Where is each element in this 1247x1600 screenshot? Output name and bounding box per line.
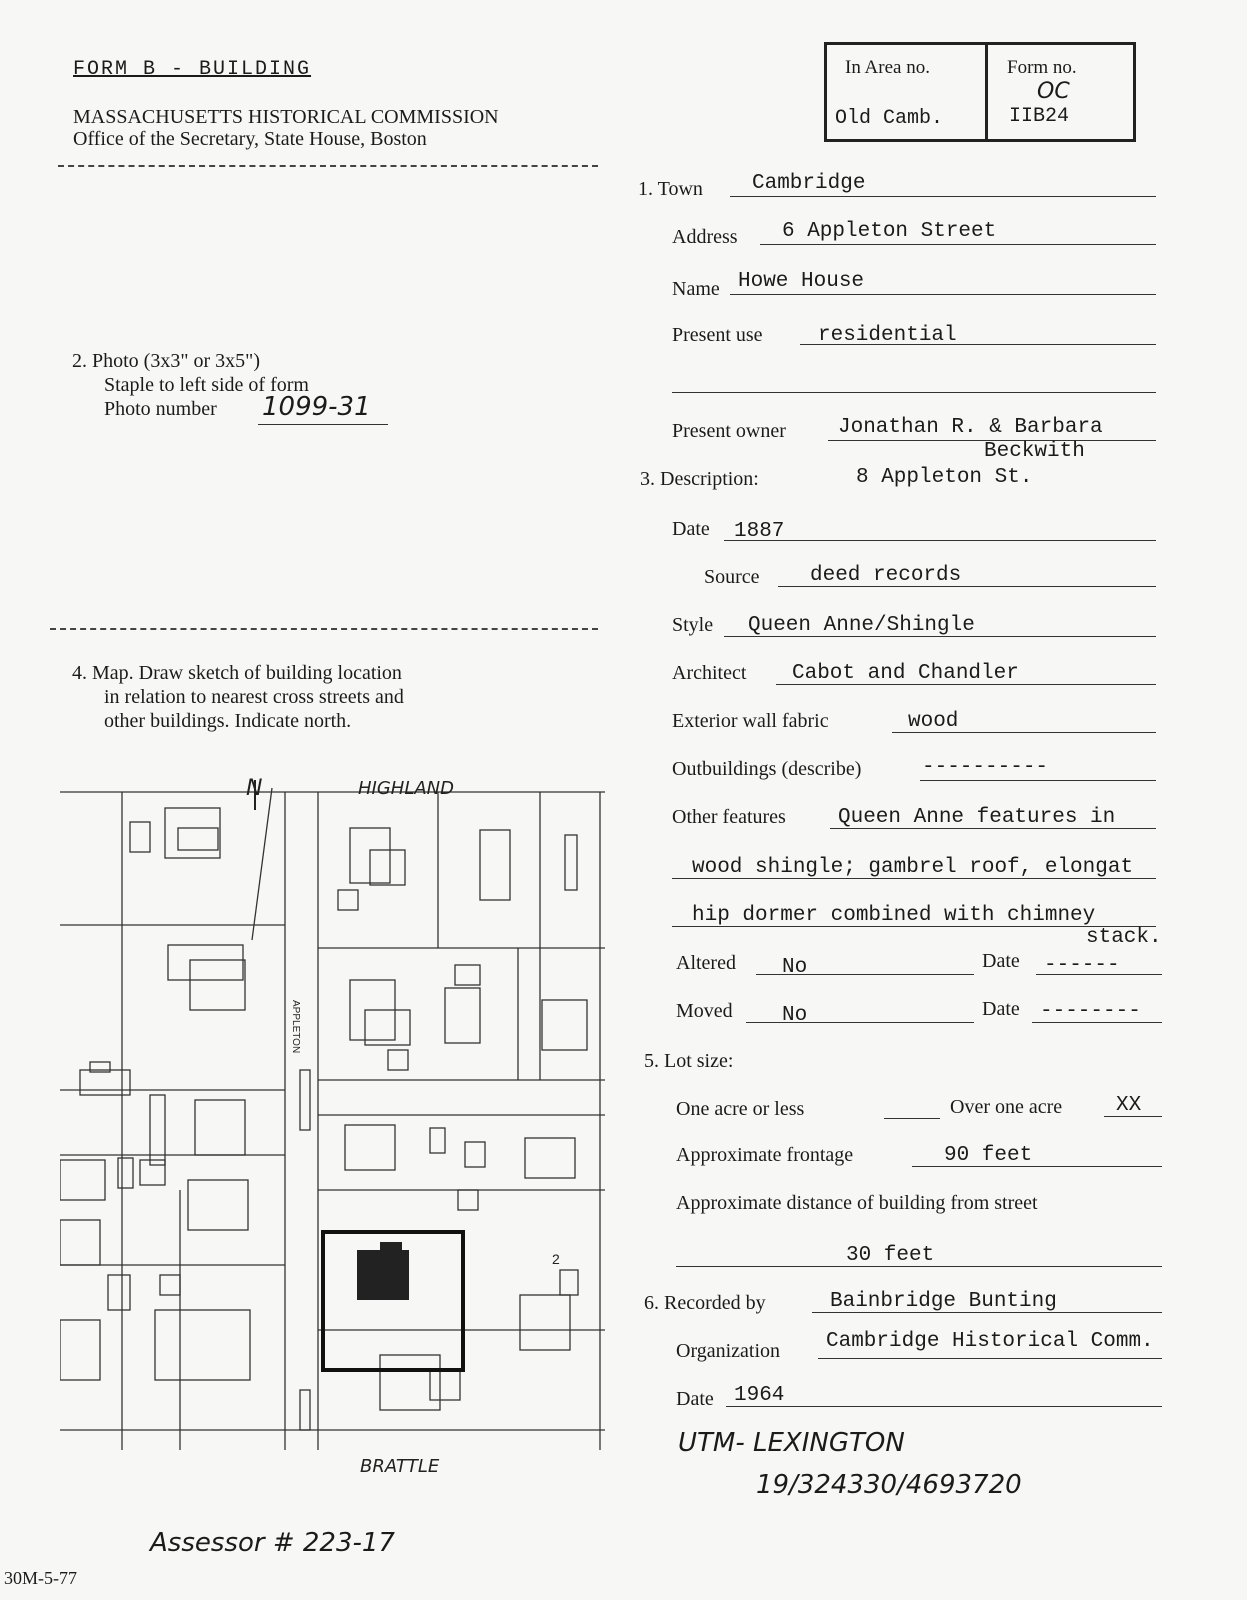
lot-size-label: 5. Lot size: [644,1050,734,1072]
wall-fabric-value: wood [908,710,959,733]
other-line1 [830,828,1156,829]
form-title: FORM B - BUILDING [73,58,312,81]
source-line [778,586,1156,587]
area-value: Old Camb. [835,107,944,130]
separator [58,165,598,167]
address-value: 6 Appleton Street [782,220,997,243]
distance-label: Approximate distance of building from street [676,1192,1038,1214]
source-value: deed records [810,564,962,587]
other-line2 [672,878,1156,879]
other-features-line3: hip dormer combined with chimney [692,904,1096,927]
photo-line3: Photo number [104,398,217,420]
utm-label: UTM- LEXINGTON [678,1428,905,1458]
over-acre-value: XX [1116,1094,1142,1117]
style-label: Style [672,614,714,636]
office-address: Office of the Secretary, State House, Boston [73,128,427,150]
photo-line1: 2. Photo (3x3" or 3x5") [72,350,260,372]
altered-label: Altered [676,952,736,974]
highland-street: HIGHLAND [358,778,454,799]
town-line [730,196,1156,197]
form-code: 30M-5-77 [4,1568,77,1588]
altered-date-value: ------ [1044,954,1120,977]
altered-value: No [782,956,808,979]
wall-fabric-label: Exterior wall fabric [672,710,829,732]
name-line [730,294,1156,295]
map-line2: in relation to nearest cross streets and [104,686,404,708]
organization-line [818,1358,1162,1359]
moved-value: No [782,1004,808,1027]
architect-label: Architect [672,662,747,684]
description-value: 8 Appleton St. [856,466,1033,489]
architect-value: Cabot and Chandler [792,662,1019,685]
organization-value: Cambridge Historical Comm. [826,1330,1154,1353]
source-label: Source [704,566,760,588]
moved-label: Moved [676,1000,733,1022]
distance-line [676,1266,1162,1267]
utm-coordinates: 19/324330/4693720 [756,1470,1022,1500]
description-label: 3. Description: [640,468,759,490]
altered-date-label: Date [982,950,1020,972]
present-owner-cont: Beckwith [984,440,1085,463]
organization-label: Organization [676,1340,781,1362]
recorded-by-value: Bainbridge Bunting [830,1290,1057,1313]
outbuildings-label: Outbuildings (describe) [672,758,862,780]
one-acre-line [884,1118,940,1119]
recorded-date-line [726,1406,1162,1407]
moved-date-label: Date [982,998,1020,1020]
moved-date-value: -------- [1040,1000,1141,1023]
frontage-line [912,1166,1162,1167]
town-value: Cambridge [752,172,866,195]
photo-number-line [258,424,388,425]
recorded-by-line [812,1312,1162,1313]
outbuildings-line [920,780,1156,781]
present-use-label: Present use [672,324,763,346]
blank-line [672,392,1156,393]
name-label: Name [672,278,720,300]
form-value-handwritten: OC [1037,79,1070,104]
over-acre-line [1104,1116,1162,1117]
other-features-line1: Queen Anne features in [838,806,1116,829]
moved-date-line [1032,1022,1162,1023]
recorded-date-label: Date [676,1388,714,1410]
present-use-value: residential [818,324,957,347]
recorded-date-value: 1964 [734,1384,785,1407]
other-line3 [672,926,1156,927]
one-acre-label: One acre or less [676,1098,805,1120]
moved-line [746,1022,974,1023]
style-value: Queen Anne/Shingle [748,614,975,637]
date-line [724,540,1156,541]
other-features-line4: stack. [1086,926,1162,949]
town-label: 1. Town [638,178,703,200]
location-map [60,770,605,1510]
area-form-box [824,42,1136,142]
frontage-value: 90 feet [944,1144,1033,1167]
commission-name: MASSACHUSETTS HISTORICAL COMMISSION [73,106,499,128]
photo-line2: Staple to left side of form [104,374,309,396]
area-label: In Area no. [845,57,930,78]
map-line1: 4. Map. Draw sketch of building location [72,662,402,684]
present-owner-label: Present owner [672,420,786,442]
date-value: 1887 [734,520,785,543]
appleton-street: APPLETON [290,1000,301,1054]
recorded-by-label: 6. Recorded by [644,1292,766,1314]
distance-value: 30 feet [846,1244,935,1267]
form-label: Form no. [1007,57,1077,78]
over-acre-label: Over one acre [950,1096,1063,1118]
address-label: Address [672,226,738,248]
other-features-line2: wood shingle; gambrel roof, elongat [692,856,1134,879]
style-line [724,636,1156,637]
altered-line [756,974,974,975]
present-use-line [800,344,1156,345]
name-value: Howe House [738,270,865,293]
architect-line [776,684,1156,685]
photo-number: 1099-31 [262,392,371,422]
altered-date-line [1036,974,1162,975]
wall-fabric-line [892,732,1156,733]
form-value: IIB24 [1009,105,1070,128]
frontage-label: Approximate frontage [676,1144,854,1166]
outbuildings-value: ---------- [922,756,1049,779]
address-line [760,244,1156,245]
brattle-street: BRATTLE [360,1456,440,1477]
present-owner-value: Jonathan R. & Barbara [838,416,1103,439]
map-line3: other buildings. Indicate north. [104,710,352,732]
separator [50,628,598,630]
lot-number: 2 [552,1251,560,1267]
other-features-label: Other features [672,806,786,828]
date-label: Date [672,518,710,540]
north-label: N [246,776,263,801]
assessor-number: Assessor # 223-17 [150,1528,395,1558]
